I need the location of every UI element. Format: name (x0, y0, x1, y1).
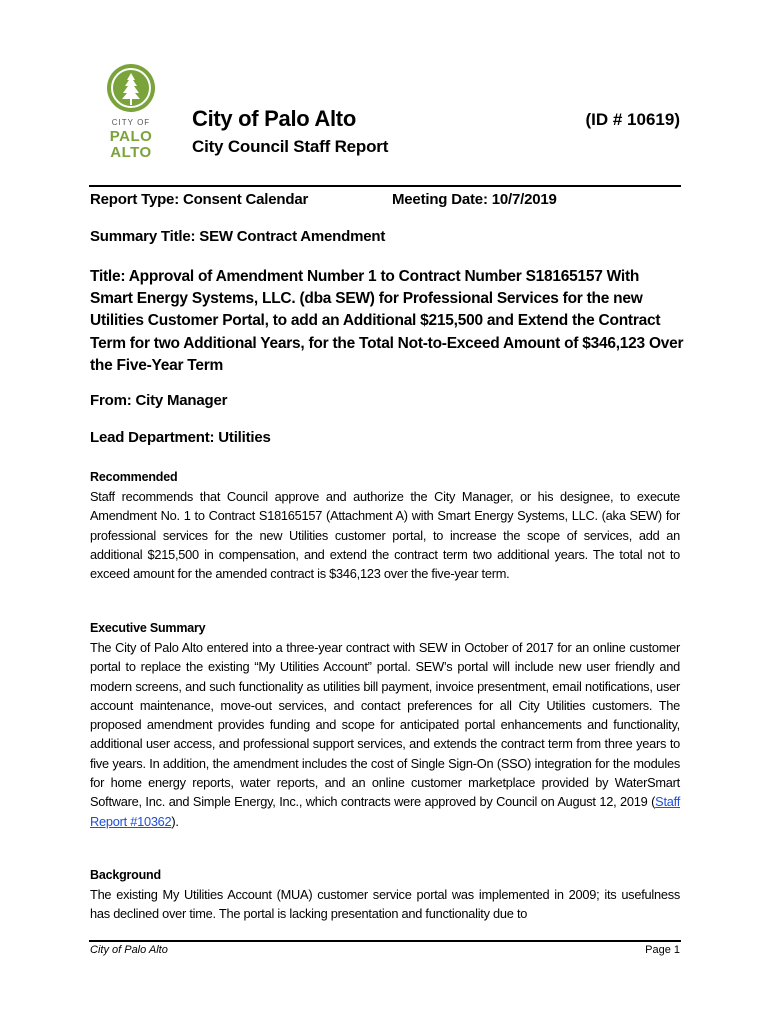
section-recommended (90, 468, 680, 583)
body-text: The City of Palo Alto entered into a three-year contract with SEW in October of 2017 for an online customer portal to replace the existing “My Utilities Account” portal. SEW’s portal will include new user friendly and modern screens, and such functionality as utilities bill payment, invoice presentment, email notifications, user account maintenance, move-out services, and contact preferences for all City Utilities customers. The proposed amendment provides funding and scope for anticipated portal enhancements and functionality, additional user access, and professional support services, and extends the contract term from three years to five years. In addition, the amendment includes the cost of Single Sign-On (SSO) integration for the modules for home energy reports, water reports, and an online customer marketplace provided by WaterSmart Software, Inc. and Simple Energy, Inc., which contracts were approved by Council on August 12, 2019 ( (90, 640, 680, 810)
staff-report-link[interactable]: Staff Report #10362 (90, 794, 680, 829)
report-id: (ID # 10619) (585, 110, 680, 129)
page-title: City of Palo Alto (192, 106, 356, 131)
section-heading: Background (90, 868, 161, 882)
meeting-date: Meeting Date: 10/7/2019 (392, 191, 557, 208)
logo-alto: ALTO (110, 144, 152, 161)
report-type: Report Type: Consent Calendar (90, 191, 309, 208)
body-text: ). (171, 813, 179, 829)
page-subtitle: City Council Staff Report (192, 137, 389, 156)
redwood-tree-seal-icon (107, 64, 155, 112)
page-number: Page 1 (645, 944, 680, 956)
section-body: Staff recommends that Council approve and authorize the City Manager, or his designee, to execute Amendment No. 1 to Contract S18165157 (Attachment A) with Smart Energy Systems, LLC. (aka SEW) for professional services for the new Utilities customer portal, to increase the scope of services, add an additional $215,500 in compensation, and extend the contract term two additional years. The total not to exceed amount for the amended contract is $346,123 over the five-year term. (90, 489, 680, 582)
section-background (90, 866, 680, 924)
city-logo (106, 64, 158, 164)
summary-title: Summary Title: SEW Contract Amendment (90, 228, 386, 245)
from-field: From: City Manager (90, 392, 228, 409)
section-body (90, 638, 680, 831)
footer-divider (89, 940, 681, 942)
lead-department: Lead Department: Utilities (90, 429, 271, 446)
header-divider (89, 185, 681, 187)
section-body: The existing My Utilities Account (MUA) customer service portal was implemented in 2009; its usefulness has declined over time. The portal is lacking presentation and functionality due to (90, 887, 680, 922)
section-executive-summary (90, 619, 680, 831)
logo-palo: PALO (109, 128, 153, 145)
footer-org: City of Palo Alto (90, 944, 168, 956)
report-title: Title: Approval of Amendment Number 1 to Contract Number S18165157 With Smart Energy Systems, LLC. (dba SEW) for Professional Services for the new Utilities Customer Portal, to add an Additional $215,500 and Extend the Contract Term for two Additional Years, for the Total Not-to-Exceed Amount of $346,123 Over the Five-Year Term (90, 268, 684, 374)
logo-city-of: CITY OF (111, 118, 151, 127)
section-heading: Executive Summary (90, 621, 206, 635)
section-heading: Recommended (90, 470, 178, 484)
